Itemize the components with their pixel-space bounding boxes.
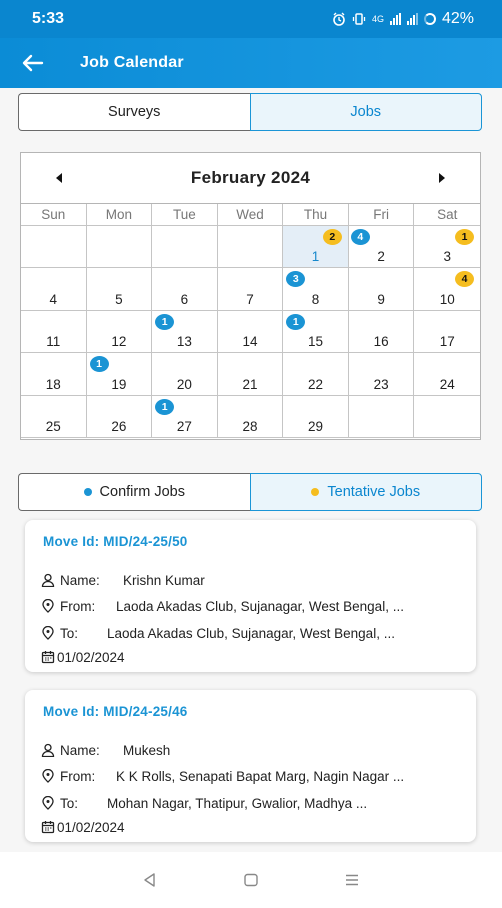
calendar-day[interactable]	[283, 396, 349, 438]
calendar-day[interactable]	[283, 268, 349, 310]
calendar-day-number: 10	[439, 291, 455, 307]
network-type-label: 4G	[371, 14, 384, 24]
calendar-day[interactable]	[87, 396, 153, 438]
calendar-day[interactable]	[414, 268, 480, 310]
location-pin-icon	[40, 795, 56, 811]
tab-surveys-label: Surveys	[108, 104, 161, 120]
calendar-day[interactable]	[152, 396, 218, 438]
home-square-icon	[243, 872, 259, 888]
calendar-day[interactable]	[87, 353, 153, 395]
weekday-header: Sat	[414, 204, 480, 226]
from-label: From:	[60, 768, 96, 784]
calendar-day-number: 9	[377, 291, 385, 307]
calendar-day-number: 20	[176, 376, 192, 392]
calendar-empty-cell	[414, 396, 480, 438]
job-name-row	[40, 742, 170, 758]
confirm-count-badge: 1	[155, 314, 174, 330]
tentative-count-badge: 2	[323, 229, 342, 245]
name-label: Name:	[60, 742, 100, 758]
page-title: Job Calendar	[80, 54, 184, 71]
calendar-grid	[21, 204, 480, 438]
next-month-icon[interactable]	[439, 173, 445, 183]
calendar-header	[21, 153, 480, 204]
calendar-day[interactable]	[152, 353, 218, 395]
job-date-row	[40, 649, 125, 665]
app-bar	[0, 38, 502, 88]
job-card[interactable]	[25, 520, 476, 672]
calendar-month-label: February 2024	[190, 168, 311, 187]
calendar-day-number: 1	[311, 249, 320, 265]
calendar-empty-cell	[21, 226, 87, 268]
calendar-day-number: 23	[373, 376, 389, 392]
job-from-row	[40, 768, 404, 784]
calendar-day[interactable]	[218, 268, 284, 310]
filter-confirm-jobs[interactable]	[18, 473, 250, 511]
calendar-day-number: 22	[308, 376, 324, 392]
calendar-day-number: 2	[377, 249, 385, 265]
calendar-day-number: 28	[242, 418, 258, 434]
calendar-icon	[40, 819, 56, 835]
tentative-count-badge: 4	[455, 271, 474, 287]
calendar-day[interactable]	[218, 353, 284, 395]
job-to-row	[40, 625, 395, 641]
calendar-day-number: 15	[308, 334, 324, 350]
status-bar	[0, 0, 502, 38]
calendar-day-number: 25	[45, 418, 61, 434]
confirm-count-badge: 1	[286, 314, 305, 330]
job-date-row	[40, 819, 125, 835]
calendar-day-number: 14	[242, 334, 258, 350]
nav-recents-button[interactable]	[332, 860, 372, 900]
job-from-row	[40, 598, 404, 614]
calendar-day-number: 13	[176, 334, 192, 350]
tab-surveys[interactable]	[18, 93, 250, 131]
calendar-day[interactable]	[21, 353, 87, 395]
weekday-header: Mon	[87, 204, 153, 226]
calendar-day-number: 21	[242, 376, 258, 392]
confirm-count-badge: 1	[155, 399, 174, 415]
filter-tentative-label: Tentative Jobs	[327, 484, 421, 500]
calendar-day-number: 5	[115, 291, 123, 307]
calendar-day[interactable]	[21, 311, 87, 353]
back-triangle-icon	[142, 872, 158, 888]
signal-icon-2	[407, 13, 418, 25]
calendar-day-number: 17	[439, 334, 455, 350]
arrow-left-icon	[20, 50, 46, 76]
calendar-day[interactable]	[21, 396, 87, 438]
to-label: To:	[60, 795, 79, 811]
calendar-day-number: 11	[46, 334, 61, 350]
move-id: Move Id: MID/24-25/50	[43, 534, 188, 549]
calendar-day-number: 18	[45, 376, 61, 392]
to-label: To:	[60, 625, 79, 641]
nav-home-button[interactable]	[231, 860, 271, 900]
calendar-day[interactable]	[21, 268, 87, 310]
prev-month-icon[interactable]	[56, 173, 62, 183]
location-pin-icon	[40, 625, 56, 641]
status-icons	[332, 10, 474, 28]
location-pin-icon	[40, 768, 56, 784]
calendar-day-number: 16	[373, 334, 389, 350]
calendar-day[interactable]	[283, 353, 349, 395]
calendar-day-number: 8	[311, 291, 320, 307]
nav-back-button[interactable]	[130, 860, 170, 900]
calendar-day[interactable]	[152, 311, 218, 353]
calendar-day-number: 12	[111, 334, 127, 350]
calendar-day-number: 6	[180, 291, 189, 307]
weekday-header: Wed	[218, 204, 284, 226]
from-address: Laoda Akadas Club, Sujanagar, West Bengal, ...	[116, 598, 404, 614]
weekday-header: Tue	[152, 204, 218, 226]
view-toggle	[18, 93, 482, 131]
system-nav-bar	[0, 852, 502, 908]
confirm-count-badge: 4	[351, 229, 370, 245]
calendar-day-number: 3	[443, 249, 451, 265]
calendar-day[interactable]	[283, 311, 349, 353]
calendar-day[interactable]	[349, 268, 415, 310]
calendar-day-number: 4	[49, 291, 58, 307]
battery-percent: 42%	[441, 10, 474, 27]
calendar-day[interactable]	[152, 268, 218, 310]
calendar-day-number: 26	[111, 418, 127, 434]
calendar-day-number: 24	[439, 376, 455, 392]
calendar-day[interactable]	[87, 311, 153, 353]
back-button[interactable]	[20, 48, 50, 78]
calendar-day-number: 19	[111, 376, 127, 392]
recents-menu-icon	[344, 872, 360, 888]
signal-icon	[390, 13, 401, 25]
person-icon	[40, 572, 56, 588]
calendar-empty-cell	[87, 226, 153, 268]
calendar-day[interactable]	[414, 226, 480, 268]
calendar-day-number: 29	[308, 418, 324, 434]
customer-name: Krishn Kumar	[123, 572, 205, 588]
confirm-count-badge: 3	[286, 271, 305, 287]
move-id: Move Id: MID/24-25/46	[43, 704, 188, 719]
calendar-day[interactable]	[414, 353, 480, 395]
calendar-day-number: 7	[246, 291, 254, 307]
calendar-empty-cell	[152, 226, 218, 268]
calendar-empty-cell	[349, 396, 415, 438]
filter-tentative-jobs[interactable]	[250, 473, 483, 511]
filter-confirm-label: Confirm Jobs	[99, 484, 185, 500]
calendar-day[interactable]	[349, 311, 415, 353]
battery-icon	[424, 13, 436, 25]
calendar-day[interactable]	[218, 396, 284, 438]
location-pin-icon	[40, 598, 56, 614]
person-icon	[40, 742, 56, 758]
calendar-icon	[40, 649, 56, 665]
to-address: Mohan Nagar, Thatipur, Gwalior, Madhya ...	[107, 795, 368, 811]
name-label: Name:	[60, 572, 100, 588]
alarm-icon	[332, 12, 346, 26]
confirm-count-badge: 1	[90, 356, 109, 372]
calendar-day[interactable]	[87, 268, 153, 310]
job-name-row	[40, 572, 205, 588]
from-address: K K Rolls, Senapati Bapat Marg, Nagin Nagar ...	[116, 768, 405, 784]
calendar-empty-cell	[218, 226, 284, 268]
weekday-header: Sun	[21, 204, 87, 226]
vibrate-icon	[352, 12, 366, 26]
calendar-day[interactable]	[283, 226, 349, 268]
status-time: 5:33	[32, 10, 65, 27]
weekday-header: Thu	[283, 204, 349, 226]
to-address: Laoda Akadas Club, Sujanagar, West Bengal, ...	[107, 625, 395, 641]
job-to-row	[40, 795, 367, 811]
job-date: 01/02/2024	[57, 819, 125, 835]
calendar-day[interactable]	[349, 353, 415, 395]
from-label: From:	[60, 598, 96, 614]
confirm-dot-icon	[84, 488, 92, 496]
tentative-count-badge: 1	[455, 229, 474, 245]
calendar-day[interactable]	[349, 226, 415, 268]
calendar-day-number: 27	[176, 418, 192, 434]
calendar-day[interactable]	[218, 311, 284, 353]
job-status-filter	[18, 473, 482, 511]
weekday-header: Fri	[349, 204, 415, 226]
job-card[interactable]	[25, 690, 476, 842]
customer-name: Mukesh	[123, 742, 171, 758]
tab-jobs[interactable]	[250, 93, 483, 131]
tab-jobs-label: Jobs	[350, 104, 382, 120]
calendar-day[interactable]	[414, 311, 480, 353]
tentative-dot-icon	[311, 488, 319, 496]
job-date: 01/02/2024	[57, 649, 125, 665]
calendar	[20, 152, 481, 440]
